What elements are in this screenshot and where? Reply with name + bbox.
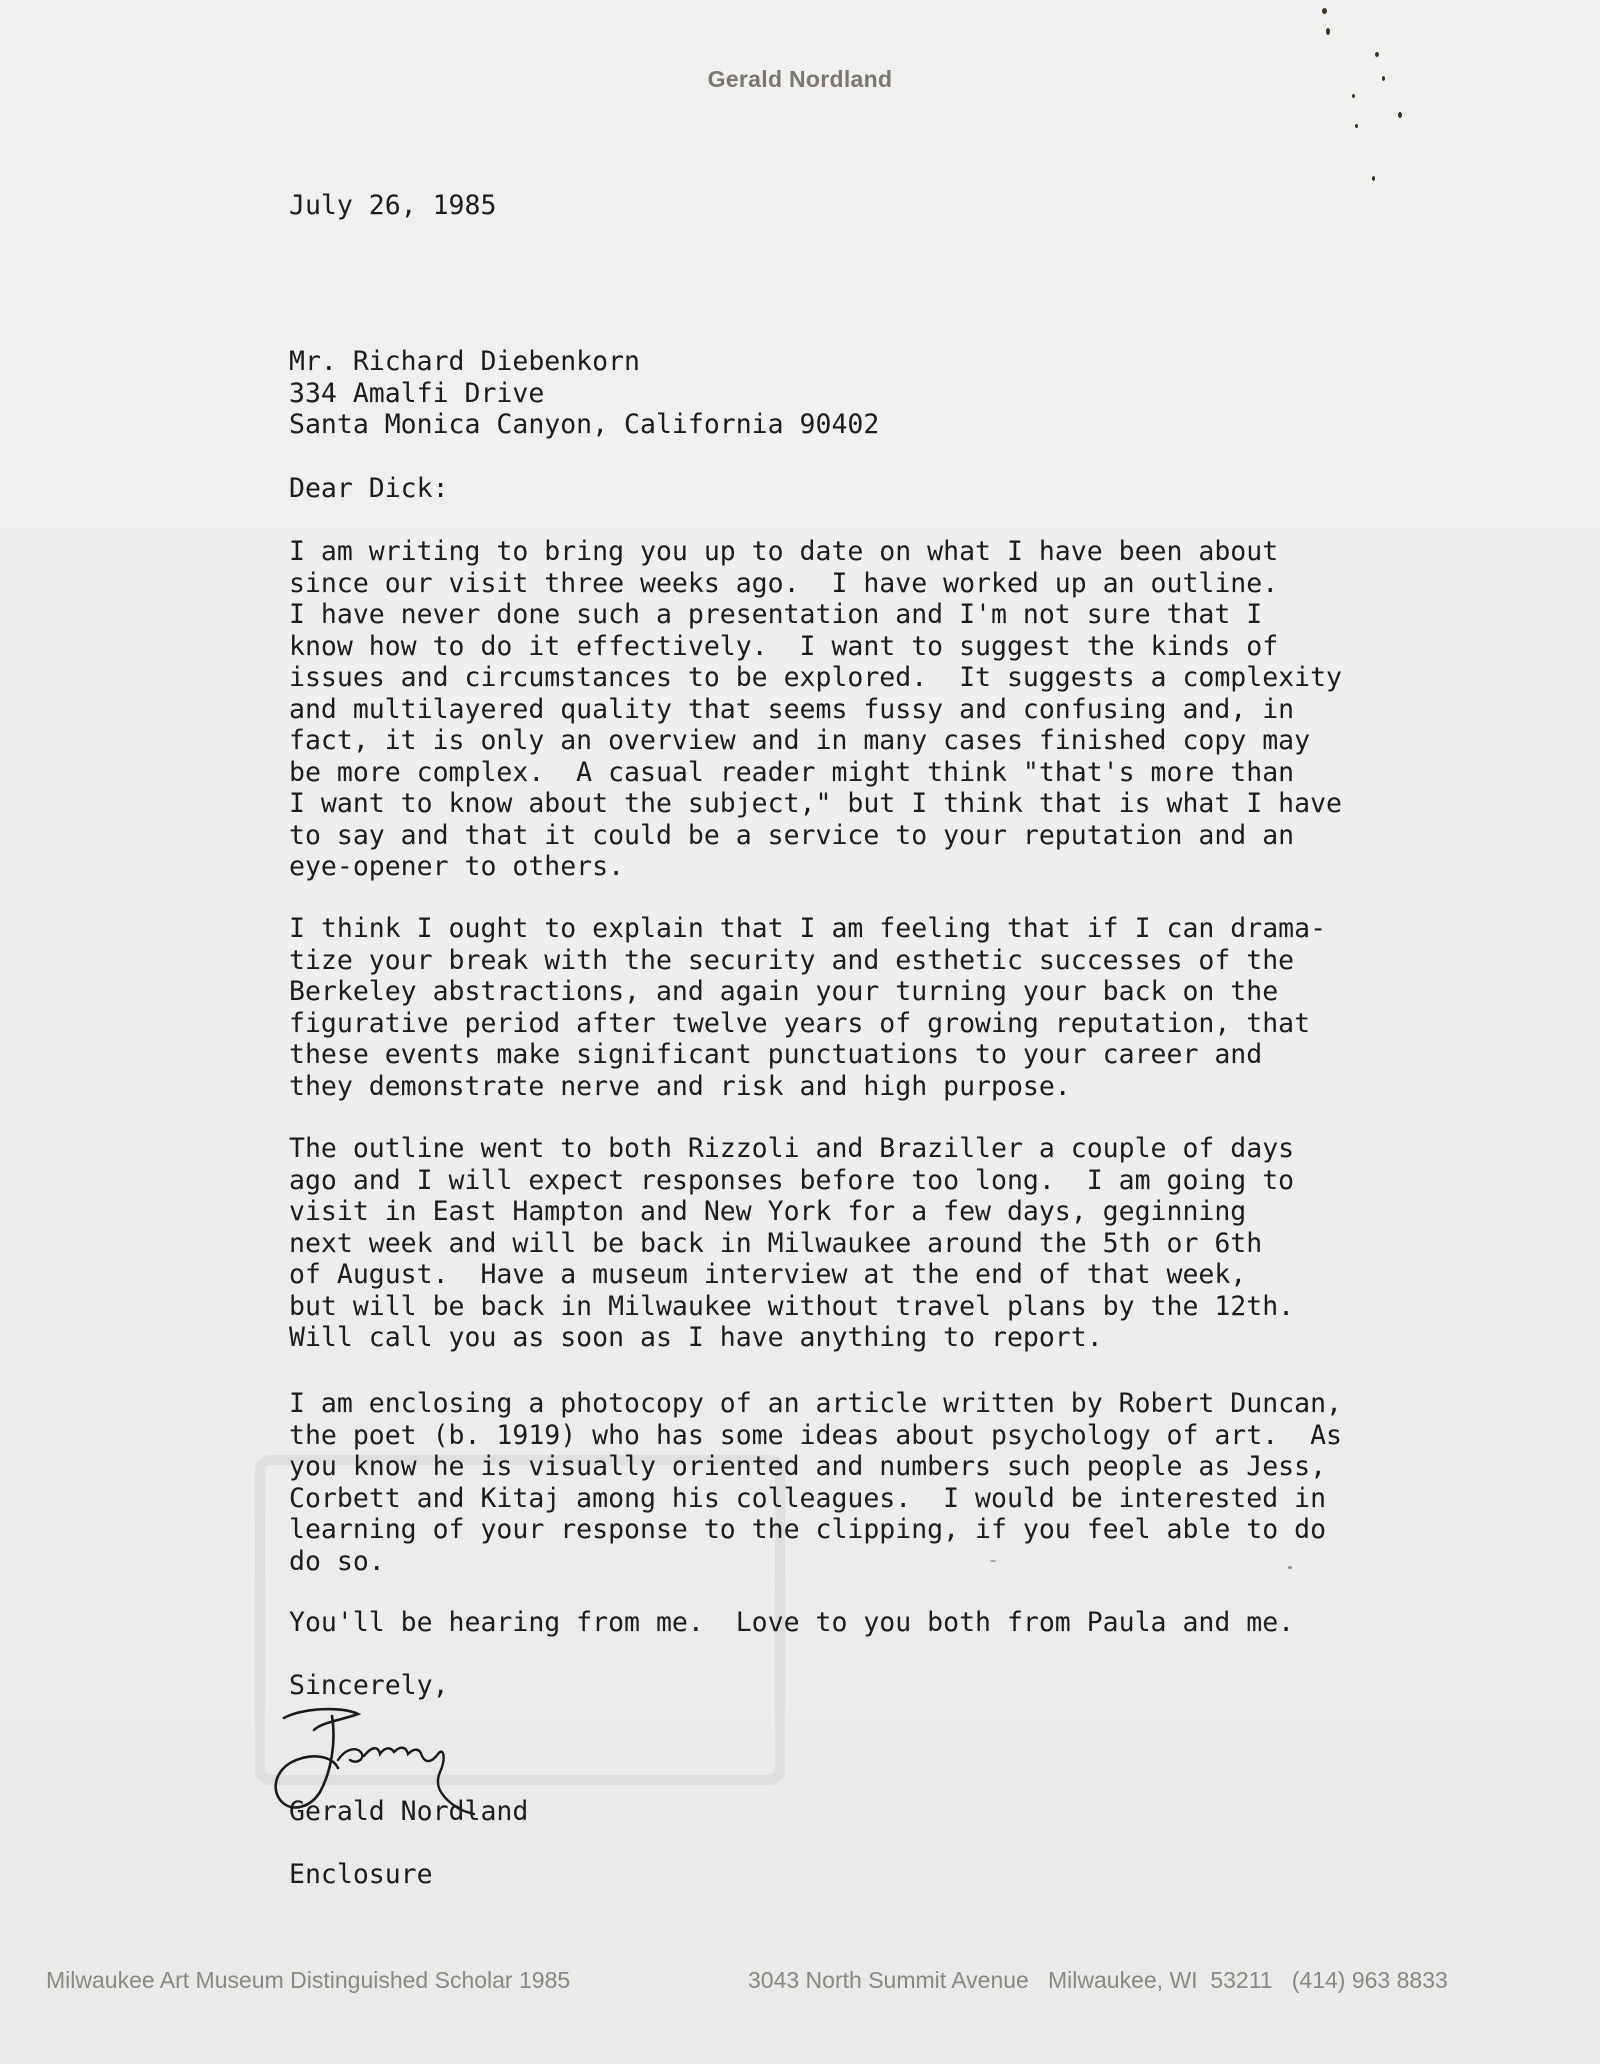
speck-mark	[1322, 8, 1327, 14]
recipient-address	[289, 346, 879, 441]
sign-off: Sincerely,	[289, 1670, 449, 1701]
speck-mark	[1326, 28, 1330, 35]
speck-mark	[990, 1560, 996, 1562]
speck-mark	[1288, 1566, 1292, 1569]
speck-mark	[1382, 76, 1385, 81]
footer-address: 3043 North Summit Avenue Milwaukee, WI 53211 (414) 963 8833	[748, 1967, 1448, 1993]
paragraph-1: I am writing to bring you up to date on what I have been about since our visit three weeks ago. I have worked up an outline. I have never done such a presentation and I'm not sure that I know how to do it effectively. I want to suggest the kinds of issues and circumstances to be explored. It suggests a complexity and multilayered quality that seems fussy and confusing and, in fact, it is only an overview and in many cases finished copy may be more complex. A casual reader might think "that's more than I want to know about the subject," but I think that is what I have to say and that it could be a service to your reputation and an eye-opener to others.	[289, 536, 1342, 882]
speck-mark	[1352, 94, 1355, 98]
enclosure-note: Enclosure	[289, 1859, 433, 1890]
speck-mark	[1398, 112, 1402, 118]
speck-mark	[1372, 176, 1375, 181]
paragraph-3: The outline went to both Rizzoli and Braziller a couple of days ago and I will expect responses before too long. I am going to visit in East Hampton and New York for a few days, geginning next week and will be back in Milwaukee around the 5th or 6th of August. Have a museum interview at the end of that week, but will be back in Milwaukee without travel plans by the 12th. Will call you as soon as I have anything to report.	[289, 1133, 1295, 1353]
signer-name: Gerald Nordland	[289, 1796, 529, 1827]
closing-line: You'll be hearing from me. Love to you both from Paula and me.	[289, 1607, 1295, 1638]
footer-title: Milwaukee Art Museum Distinguished Scholar 1985	[46, 1967, 571, 1993]
recipient-name: Mr. Richard Diebenkorn	[289, 346, 640, 377]
recipient-street: 334 Amalfi Drive	[289, 377, 545, 409]
letterhead-name: Gerald Nordland	[707, 66, 893, 92]
speck-mark	[1375, 52, 1379, 57]
recipient-city: Santa Monica Canyon, California 90402	[289, 409, 880, 440]
paragraph-4: I am enclosing a photocopy of an article written by Robert Duncan, the poet (b. 1919) who has some ideas about psychology of art. As you know he is visually oriented and numbers such people as Jess, Corbett and Kitaj among his colleagues. I would be interested in learning of your response to the clipping, if you feel able to do do so.	[289, 1388, 1342, 1577]
salutation: Dear Dick:	[289, 473, 449, 504]
letter-date: July 26, 1985	[289, 190, 497, 221]
paragraph-2: I think I ought to explain that I am feeling that if I can drama- tize your break with the security and esthetic successes of the Berkeley abstractions, and again your turning your back on the figurative period after twelve years of growing reputation, that these events make significant punctuations to your career and they demonstrate nerve and risk and high purpose.	[289, 913, 1327, 1102]
speck-mark	[1355, 124, 1358, 128]
